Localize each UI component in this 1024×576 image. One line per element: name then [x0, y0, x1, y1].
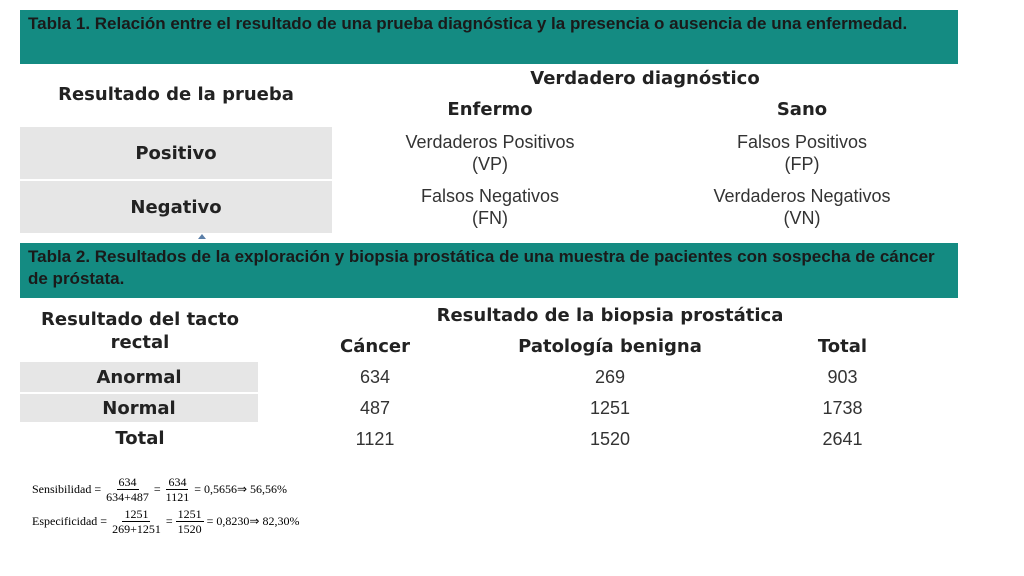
table2-cell: 1520: [589, 429, 631, 449]
table1-cell-fn: Falsos Negativos (FN): [420, 186, 560, 228]
specificity-fraction-1: $\frac{1251}{269+1251}$: [112, 507, 161, 536]
sensitivity-result: = 0,5656⇒ 56,56%: [194, 482, 288, 496]
table1-cell-vn: Verdaderos Negativos (VN): [713, 186, 891, 228]
table1-col-enfermo: Enfermo: [447, 99, 533, 120]
table2-cell: 903: [827, 367, 858, 387]
table1-caption: Tabla 1. Relación entre el resultado de una prueba diagnóstica y la presencia o ausencia de una enfermedad.: [20, 10, 958, 64]
sensitivity-fraction-1: $\frac{634}{634+487}$: [106, 475, 149, 504]
table2-col-benigna: Patología benigna: [518, 336, 702, 357]
specificity-fraction-2: $\frac{1251}{1520}$: [177, 507, 202, 536]
specificity-formula: Especificidad = $\frac{1251}{269+1251}$ = $\frac{1251}{1520}$ = 0,8230⇒ 82,30%: [32, 507, 300, 536]
table2-row-anormal: Anormal: [20, 362, 258, 392]
sensitivity-fraction-2: $\frac{634}{1121}$: [165, 475, 190, 504]
table1-row-header: Resultado de la prueba: [58, 84, 294, 105]
table2-col-total: Total: [817, 336, 868, 357]
table2-cell: 634: [359, 367, 391, 387]
table2-group-header: Resultado de la biopsia prostática: [436, 305, 784, 326]
table1-row-positivo: Positivo: [20, 127, 332, 179]
table2-caption: Tabla 2. Resultados de la exploración y biopsia prostática de una muestra de pacientes con sospecha de cáncer de próstata.: [20, 243, 958, 298]
specificity-result: = 0,8230⇒ 82,30%: [206, 514, 300, 528]
table2-cell: 1121: [355, 429, 395, 449]
sensitivity-formula: Sensibilidad = $\frac{634}{634+487}$ = $\frac{634}{1121}$ = 0,5656⇒ 56,56%: [32, 475, 288, 504]
table2-cell: 1738: [822, 398, 863, 418]
table2-col-cancer: Cáncer: [340, 336, 410, 357]
table2-row-normal: Normal: [20, 394, 258, 422]
specificity-label: Especificidad =: [32, 514, 108, 528]
table2-cell: 2641: [822, 429, 863, 449]
table1-group-header: Verdadero diagnóstico: [530, 68, 760, 89]
sensitivity-label: Sensibilidad =: [32, 482, 102, 496]
table1-row-negativo: Negativo: [20, 181, 332, 233]
table1-cell-fp: Falsos Positivos (FP): [736, 132, 868, 174]
caret-up-icon: [198, 234, 206, 239]
table2-row-total: Total: [115, 428, 165, 449]
table2-cell: 1251: [589, 398, 631, 418]
table2-cell: 269: [594, 367, 626, 387]
table1-cell-vp: Verdaderos Positivos (VP): [405, 132, 575, 174]
table2-row-header: Resultado del tacto rectal: [41, 309, 239, 353]
table2-cell: 487: [359, 398, 391, 418]
table1-col-sano: Sano: [776, 99, 828, 120]
